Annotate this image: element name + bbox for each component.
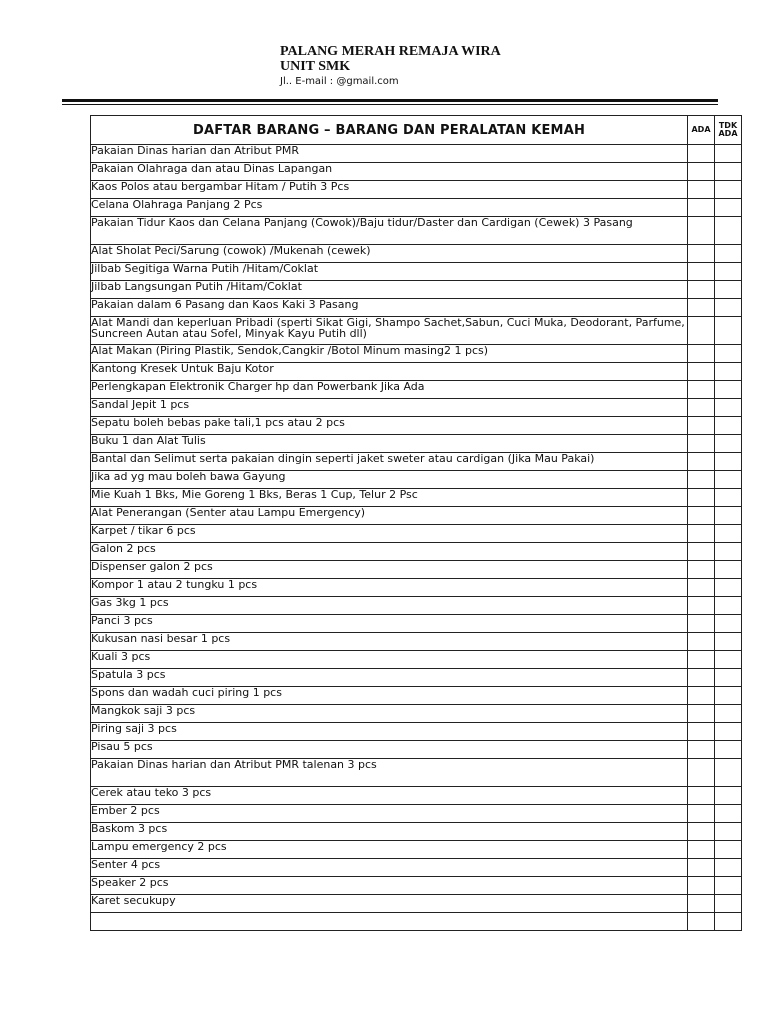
table-row xyxy=(91,471,742,489)
ada-checkbox-cell[interactable] xyxy=(688,525,715,543)
item-name: Kaos Polos atau bergambar Hitam / Putih 3 Pcs xyxy=(91,181,688,199)
ada-checkbox-cell[interactable] xyxy=(688,345,715,363)
table-row xyxy=(91,381,742,399)
ada-checkbox-cell[interactable] xyxy=(688,489,715,507)
item-name: Pakaian dalam 6 Pasang dan Kaos Kaki 3 Pasang xyxy=(91,299,688,317)
item-name: Piring saji 3 pcs xyxy=(91,723,688,741)
ada-checkbox-cell[interactable] xyxy=(688,217,715,245)
ada-checkbox-cell[interactable] xyxy=(688,471,715,489)
tdk-ada-checkbox-cell[interactable] xyxy=(715,651,742,669)
ada-checkbox-cell[interactable] xyxy=(688,145,715,163)
table-row xyxy=(91,787,742,805)
table-row xyxy=(91,841,742,859)
tdk-ada-checkbox-cell[interactable] xyxy=(715,705,742,723)
table-row xyxy=(91,217,742,245)
letterhead-divider-thin xyxy=(62,104,718,105)
item-name: Sandal Jepit 1 pcs xyxy=(91,399,688,417)
table-row xyxy=(91,579,742,597)
tdk-ada-checkbox-cell[interactable] xyxy=(715,217,742,245)
tdk-ada-checkbox-cell[interactable] xyxy=(715,913,742,931)
table-row xyxy=(91,913,742,931)
ada-checkbox-cell[interactable] xyxy=(688,579,715,597)
ada-checkbox-cell[interactable] xyxy=(688,299,715,317)
item-name: Jilbab Segitiga Warna Putih /Hitam/Coklat xyxy=(91,263,688,281)
letterhead-divider-thick xyxy=(62,99,718,102)
item-name: Pakaian Tidur Kaos dan Celana Panjang (Cowok)/Baju tidur/Daster dan Cardigan (Cewek) 3 Pasang xyxy=(91,217,688,245)
table-row xyxy=(91,859,742,877)
table-row xyxy=(91,543,742,561)
ada-checkbox-cell[interactable] xyxy=(688,787,715,805)
tdk-ada-checkbox-cell[interactable] xyxy=(715,435,742,453)
ada-checkbox-cell[interactable] xyxy=(688,841,715,859)
tdk-ada-checkbox-cell[interactable] xyxy=(715,525,742,543)
table-body xyxy=(91,145,742,931)
ada-checkbox-cell[interactable] xyxy=(688,163,715,181)
item-name: Karet secukupy xyxy=(91,895,688,913)
tdk-ada-checkbox-cell[interactable] xyxy=(715,597,742,615)
tdk-ada-checkbox-cell[interactable] xyxy=(715,381,742,399)
tdk-ada-checkbox-cell[interactable] xyxy=(715,787,742,805)
item-name: Ember 2 pcs xyxy=(91,805,688,823)
ada-checkbox-cell[interactable] xyxy=(688,317,715,345)
tdk-ada-checkbox-cell[interactable] xyxy=(715,633,742,651)
table-row xyxy=(91,489,742,507)
tdk-ada-checkbox-cell[interactable] xyxy=(715,823,742,841)
equipment-checklist-table xyxy=(90,115,742,931)
item-name: Mangkok saji 3 pcs xyxy=(91,705,688,723)
tdk-ada-checkbox-cell[interactable] xyxy=(715,561,742,579)
ada-checkbox-cell[interactable] xyxy=(688,561,715,579)
ada-checkbox-cell[interactable] xyxy=(688,417,715,435)
table-row xyxy=(91,417,742,435)
table-row xyxy=(91,507,742,525)
ada-checkbox-cell[interactable] xyxy=(688,615,715,633)
table-row xyxy=(91,669,742,687)
table-row xyxy=(91,281,742,299)
item-name: Bantal dan Selimut serta pakaian dingin seperti jaket sweter atau cardigan (Jika Mau Pakai) xyxy=(91,453,688,471)
item-name: Senter 4 pcs xyxy=(91,859,688,877)
tdk-ada-checkbox-cell[interactable] xyxy=(715,741,742,759)
item-name: Buku 1 dan Alat Tulis xyxy=(91,435,688,453)
tdk-ada-checkbox-cell[interactable] xyxy=(715,417,742,435)
ada-checkbox-cell[interactable] xyxy=(688,199,715,217)
ada-checkbox-cell[interactable] xyxy=(688,399,715,417)
ada-checkbox-cell[interactable] xyxy=(688,669,715,687)
item-name: Pisau 5 pcs xyxy=(91,741,688,759)
column-header-tdk-ada: TDK ADA xyxy=(715,116,742,145)
ada-checkbox-cell[interactable] xyxy=(688,823,715,841)
table-row xyxy=(91,895,742,913)
tdk-ada-checkbox-cell[interactable] xyxy=(715,317,742,345)
letterhead xyxy=(280,44,501,88)
ada-checkbox-cell[interactable] xyxy=(688,435,715,453)
ada-checkbox-cell[interactable] xyxy=(688,723,715,741)
item-name: Dispenser galon 2 pcs xyxy=(91,561,688,579)
table-row xyxy=(91,687,742,705)
table-title: DAFTAR BARANG – BARANG DAN PERALATAN KEMAH xyxy=(91,116,688,145)
table-row xyxy=(91,245,742,263)
ada-checkbox-cell[interactable] xyxy=(688,281,715,299)
ada-checkbox-cell[interactable] xyxy=(688,805,715,823)
item-name: Kantong Kresek Untuk Baju Kotor xyxy=(91,363,688,381)
ada-checkbox-cell[interactable] xyxy=(688,741,715,759)
item-name: Jika ad yg mau boleh bawa Gayung xyxy=(91,471,688,489)
ada-checkbox-cell[interactable] xyxy=(688,651,715,669)
table-row xyxy=(91,145,742,163)
item-name: Speaker 2 pcs xyxy=(91,877,688,895)
item-name xyxy=(91,913,688,931)
tdk-ada-checkbox-cell[interactable] xyxy=(715,669,742,687)
item-name: Pakaian Dinas harian dan Atribut PMR talenan 3 pcs xyxy=(91,759,688,787)
item-name: Galon 2 pcs xyxy=(91,543,688,561)
ada-checkbox-cell[interactable] xyxy=(688,633,715,651)
tdk-ada-checkbox-cell[interactable] xyxy=(715,363,742,381)
ada-checkbox-cell[interactable] xyxy=(688,363,715,381)
table-row xyxy=(91,263,742,281)
ada-checkbox-cell[interactable] xyxy=(688,597,715,615)
column-header-ada: ADA xyxy=(688,116,715,145)
item-name: Jilbab Langsungan Putih /Hitam/Coklat xyxy=(91,281,688,299)
table-row xyxy=(91,759,742,787)
tdk-ada-checkbox-cell[interactable] xyxy=(715,805,742,823)
item-name: Lampu emergency 2 pcs xyxy=(91,841,688,859)
item-name: Karpet / tikar 6 pcs xyxy=(91,525,688,543)
table-row xyxy=(91,525,742,543)
item-name: Alat Mandi dan keperluan Pribadi (sperti Sikat Gigi, Shampo Sachet,Sabun, Cuci Muka, Deodorant, Parfume, Suncreen Autan atau Sofel, Minyak Kayu Putih dll) xyxy=(91,317,688,345)
tdk-ada-checkbox-cell[interactable] xyxy=(715,163,742,181)
tdk-ada-checkbox-cell[interactable] xyxy=(715,245,742,263)
tdk-ada-checkbox-cell[interactable] xyxy=(715,345,742,363)
tdk-ada-checkbox-cell[interactable] xyxy=(715,299,742,317)
ada-checkbox-cell[interactable] xyxy=(688,453,715,471)
table-row xyxy=(91,651,742,669)
item-name: Alat Makan (Piring Plastik, Sendok,Cangkir /Botol Minum masing2 1 pcs) xyxy=(91,345,688,363)
item-name: Kuali 3 pcs xyxy=(91,651,688,669)
ada-checkbox-cell[interactable] xyxy=(688,859,715,877)
ada-checkbox-cell[interactable] xyxy=(688,543,715,561)
item-name: Kukusan nasi besar 1 pcs xyxy=(91,633,688,651)
item-name: Baskom 3 pcs xyxy=(91,823,688,841)
tdk-ada-checkbox-cell[interactable] xyxy=(715,543,742,561)
item-name: Gas 3kg 1 pcs xyxy=(91,597,688,615)
table-row xyxy=(91,877,742,895)
ada-checkbox-cell[interactable] xyxy=(688,181,715,199)
tdk-ada-checkbox-cell[interactable] xyxy=(715,399,742,417)
tdk-ada-checkbox-cell[interactable] xyxy=(715,263,742,281)
tdk-ada-checkbox-cell[interactable] xyxy=(715,145,742,163)
item-name: Pakaian Dinas harian dan Atribut PMR xyxy=(91,145,688,163)
tdk-ada-checkbox-cell[interactable] xyxy=(715,877,742,895)
table-row xyxy=(91,805,742,823)
item-name: Mie Kuah 1 Bks, Mie Goreng 1 Bks, Beras 1 Cup, Telur 2 Psc xyxy=(91,489,688,507)
table-row xyxy=(91,317,742,345)
ada-checkbox-cell[interactable] xyxy=(688,759,715,787)
ada-checkbox-cell[interactable] xyxy=(688,507,715,525)
tdk-ada-checkbox-cell[interactable] xyxy=(715,507,742,525)
tdk-ada-checkbox-cell[interactable] xyxy=(715,281,742,299)
table-row xyxy=(91,597,742,615)
tdk-ada-checkbox-cell[interactable] xyxy=(715,579,742,597)
item-name: Alat Sholat Peci/Sarung (cowok) /Mukenah (cewek) xyxy=(91,245,688,263)
table-row xyxy=(91,199,742,217)
table-row xyxy=(91,453,742,471)
tdk-ada-checkbox-cell[interactable] xyxy=(715,687,742,705)
table-row xyxy=(91,399,742,417)
table-row xyxy=(91,741,742,759)
tdk-ada-checkbox-cell[interactable] xyxy=(715,489,742,507)
item-name: Kompor 1 atau 2 tungku 1 pcs xyxy=(91,579,688,597)
ada-checkbox-cell[interactable] xyxy=(688,245,715,263)
table-row xyxy=(91,163,742,181)
item-name: Panci 3 pcs xyxy=(91,615,688,633)
table-row xyxy=(91,561,742,579)
tdk-ada-checkbox-cell[interactable] xyxy=(715,895,742,913)
tdk-ada-checkbox-cell[interactable] xyxy=(715,841,742,859)
table-row xyxy=(91,705,742,723)
tdk-ada-checkbox-cell[interactable] xyxy=(715,199,742,217)
ada-checkbox-cell[interactable] xyxy=(688,895,715,913)
ada-checkbox-cell[interactable] xyxy=(688,877,715,895)
tdk-ada-checkbox-cell[interactable] xyxy=(715,453,742,471)
tdk-ada-checkbox-cell[interactable] xyxy=(715,615,742,633)
tdk-ada-checkbox-cell[interactable] xyxy=(715,181,742,199)
organization-unit: UNIT SMK xyxy=(280,59,351,74)
table-row xyxy=(91,633,742,651)
ada-checkbox-cell[interactable] xyxy=(688,263,715,281)
item-name: Spatula 3 pcs xyxy=(91,669,688,687)
ada-checkbox-cell[interactable] xyxy=(688,687,715,705)
organization-address: Jl.. E-mail : @gmail.com xyxy=(280,76,399,87)
item-name: Perlengkapan Elektronik Charger hp dan Powerbank Jika Ada xyxy=(91,381,688,399)
item-name: Sepatu boleh bebas pake tali,1 pcs atau 2 pcs xyxy=(91,417,688,435)
table-row xyxy=(91,823,742,841)
ada-checkbox-cell[interactable] xyxy=(688,913,715,931)
organization-name: PALANG MERAH REMAJA WIRA xyxy=(280,44,501,59)
table-row xyxy=(91,435,742,453)
table-header-row xyxy=(91,116,742,145)
tdk-ada-checkbox-cell[interactable] xyxy=(715,471,742,489)
item-name: Alat Penerangan (Senter atau Lampu Emergency) xyxy=(91,507,688,525)
table-row xyxy=(91,363,742,381)
item-name: Celana Olahraga Panjang 2 Pcs xyxy=(91,199,688,217)
table-row xyxy=(91,345,742,363)
item-name: Spons dan wadah cuci piring 1 pcs xyxy=(91,687,688,705)
tdk-ada-checkbox-cell[interactable] xyxy=(715,759,742,787)
ada-checkbox-cell[interactable] xyxy=(688,705,715,723)
table-row xyxy=(91,299,742,317)
item-name: Cerek atau teko 3 pcs xyxy=(91,787,688,805)
table-row xyxy=(91,723,742,741)
item-name: Pakaian Olahraga dan atau Dinas Lapangan xyxy=(91,163,688,181)
tdk-ada-checkbox-cell[interactable] xyxy=(715,723,742,741)
table-row xyxy=(91,615,742,633)
table-row xyxy=(91,181,742,199)
tdk-ada-checkbox-cell[interactable] xyxy=(715,859,742,877)
ada-checkbox-cell[interactable] xyxy=(688,381,715,399)
